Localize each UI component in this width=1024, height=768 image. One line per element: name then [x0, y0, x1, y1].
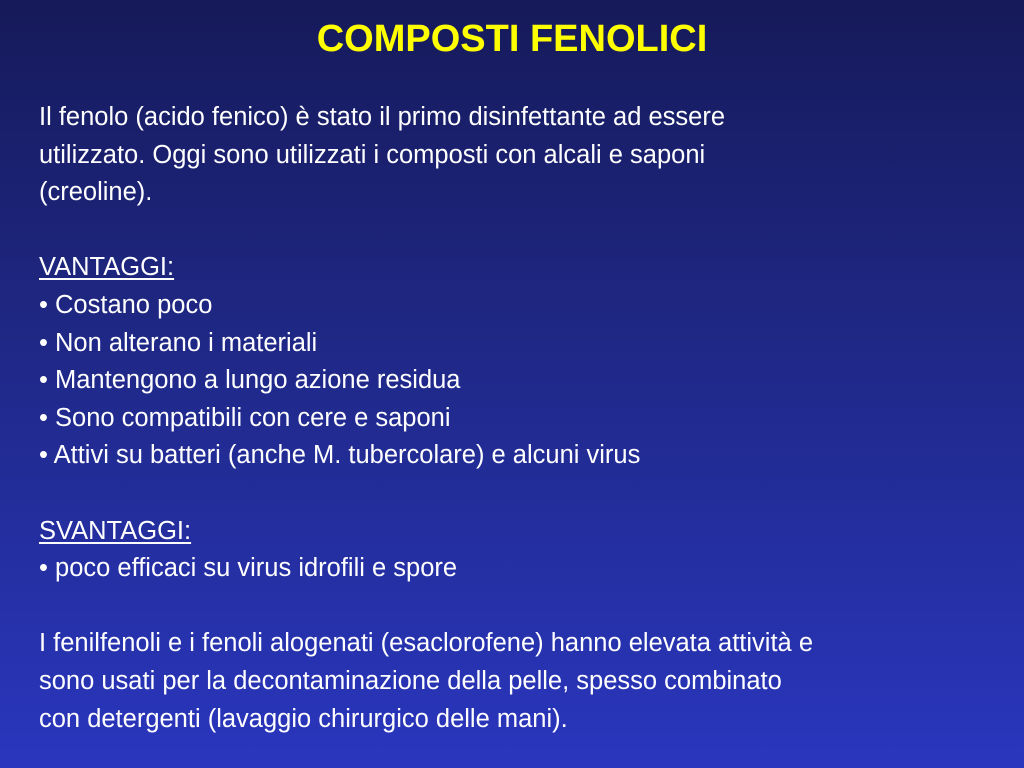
vantaggi-section: [39, 249, 1009, 287]
slide-body: [39, 99, 1009, 738]
spacer: [39, 588, 1009, 626]
spacer: [39, 475, 1009, 513]
slide-title: COMPOSTI FENOLICI: [316, 18, 708, 60]
intro-line: (creoline).: [39, 178, 153, 207]
vantaggi-item: • Mantengono a lungo azione residua: [39, 366, 461, 395]
intro-line: Il fenolo (acido fenico) è stato il primo disinfettante ad essere: [39, 103, 726, 131]
spacer: [39, 212, 1009, 250]
vantaggi-item: • Non alterano i materiali: [39, 328, 318, 357]
svantaggi-section: [39, 513, 1009, 551]
intro-line: utilizzato. Oggi sono utilizzati i composti con alcali e saponi: [39, 140, 706, 169]
vantaggi-item: • Sono compatibili con cere e saponi: [39, 403, 451, 432]
vantaggi-item: • Costano poco: [39, 290, 213, 319]
vantaggi-heading: VANTAGGI:: [39, 253, 175, 282]
closing-line: sono usati per la decontaminazione della pelle, spesso combinato: [39, 666, 782, 695]
closing-line: con detergenti (lavaggio chirurgico delle mani).: [39, 704, 568, 733]
closing-line: I fenilfenoli e i fenoli alogenati (esaclorofene) hanno elevata attività e: [39, 629, 814, 658]
svantaggi-item: • poco efficaci su virus idrofili e spore: [39, 554, 458, 583]
vantaggi-item: • Attivi su batteri (anche M. tubercolare) e alcuni virus: [39, 441, 641, 470]
svantaggi-heading: SVANTAGGI:: [39, 516, 192, 545]
